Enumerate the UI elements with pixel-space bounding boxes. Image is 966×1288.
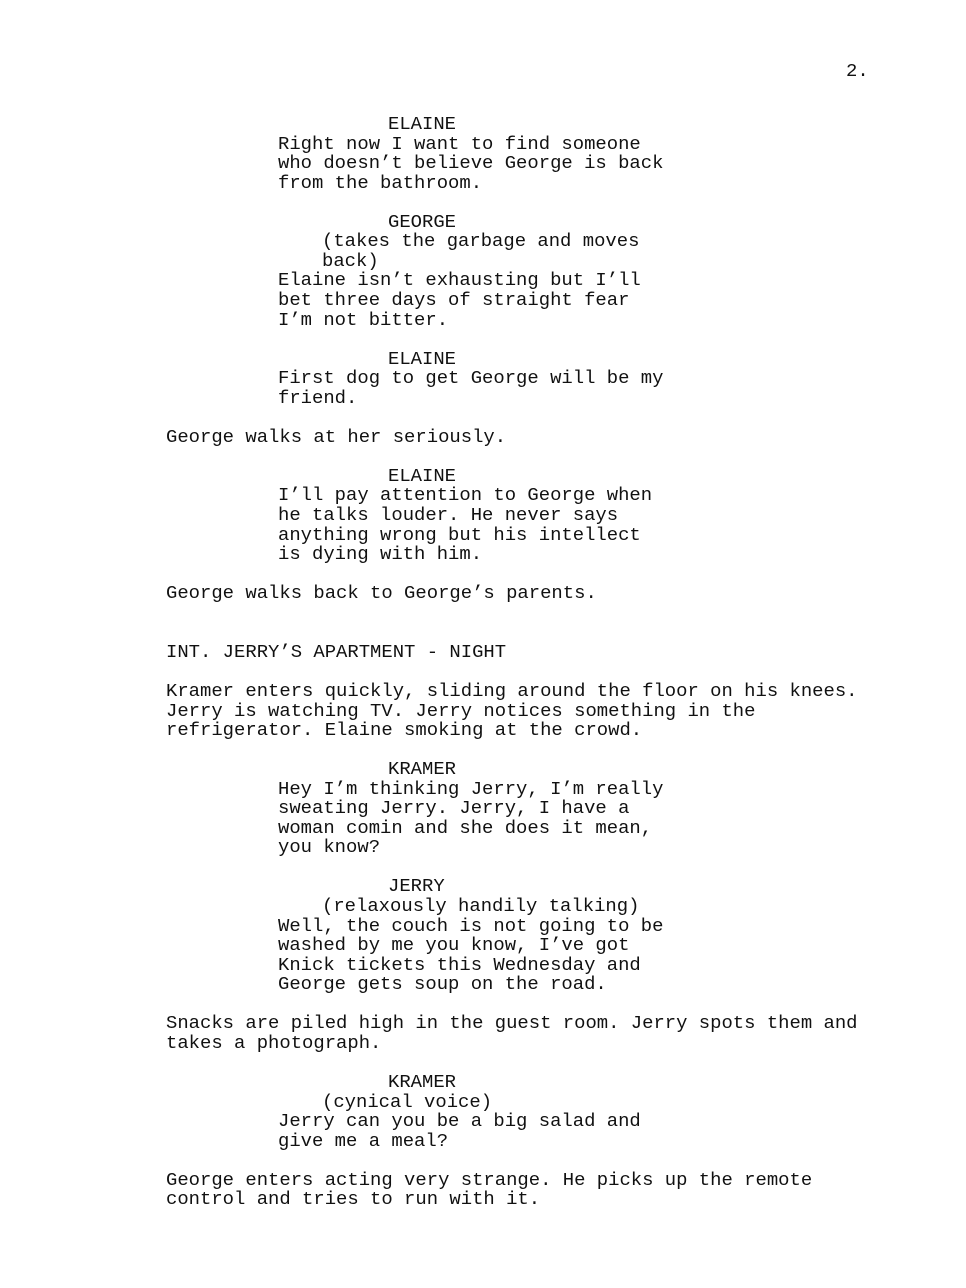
dialogue-line: Jerry can you be a big salad and xyxy=(278,1110,641,1133)
scene-heading: INT. JERRY’S APARTMENT - NIGHT xyxy=(166,640,507,663)
dialogue-line: you know? xyxy=(278,836,381,859)
parenthetical-line: (cynical voice) xyxy=(322,1090,493,1113)
character-name: JERRY xyxy=(388,875,445,898)
dialogue-line: he talks louder. He never says xyxy=(278,504,619,526)
action-line: Snacks are piled high in the guest room. Jerry spots them and xyxy=(166,1012,858,1035)
character-name: GEORGE xyxy=(388,210,457,233)
character-name: KRAMER xyxy=(388,1070,457,1093)
dialogue-line: George gets soup on the road. xyxy=(278,973,607,996)
dialogue-line: sweating Jerry. Jerry, I have a xyxy=(278,797,630,820)
parenthetical-line: back) xyxy=(322,249,379,272)
character-name: ELAINE xyxy=(388,464,457,487)
page-number: 2. xyxy=(846,60,869,82)
dialogue-line: Hey I’m thinking Jerry, I’m really xyxy=(278,777,664,800)
action-line: George enters acting very strange. He picks up the remote xyxy=(166,1168,813,1191)
dialogue-line: anything wrong but his intellect xyxy=(278,523,641,546)
action-line: George walks at her seriously. xyxy=(166,425,507,448)
dialogue-line: give me a meal? xyxy=(278,1129,449,1152)
action-line: control and tries to run with it. xyxy=(166,1188,541,1211)
character-name: KRAMER xyxy=(388,758,457,781)
action-line: Kramer enters quickly, sliding around the floor on his knees. xyxy=(166,679,858,702)
dialogue-line: Well, the couch is not going to be xyxy=(278,914,664,937)
dialogue-line: woman comin and she does it mean, xyxy=(278,816,653,839)
dialogue-line: Right now I want to find someone xyxy=(278,132,641,155)
action-line: takes a photograph. xyxy=(166,1031,382,1054)
action-line: Jerry is watching TV. Jerry notices something in the xyxy=(166,699,756,722)
dialogue-line: First dog to get George will be my xyxy=(278,367,664,390)
character-name: ELAINE xyxy=(388,347,457,370)
dialogue-line: I’ll pay attention to George when xyxy=(278,484,653,507)
dialogue-line: washed by me you know, I’ve got xyxy=(278,934,630,957)
dialogue-line: is dying with him. xyxy=(278,543,483,566)
dialogue-line: bet three days of straight fear xyxy=(278,288,630,311)
dialogue-line: friend. xyxy=(278,386,358,409)
action-line: refrigerator. Elaine smoking at the crowd. xyxy=(166,719,643,742)
dialogue-line: from the bathroom. xyxy=(278,171,483,194)
dialogue-line: who doesn’t believe George is back xyxy=(278,152,664,175)
action-line: George walks back to George’s parents. xyxy=(166,582,597,605)
dialogue-line: Elaine isn’t exhausting but I’ll xyxy=(278,269,641,292)
dialogue-line: I’m not bitter. xyxy=(278,308,449,331)
parenthetical-line: (relaxously handily talking) xyxy=(322,895,640,917)
parenthetical-line: (takes the garbage and moves xyxy=(322,230,640,253)
character-name: ELAINE xyxy=(388,113,457,135)
dialogue-line: Knick tickets this Wednesday and xyxy=(278,953,641,976)
